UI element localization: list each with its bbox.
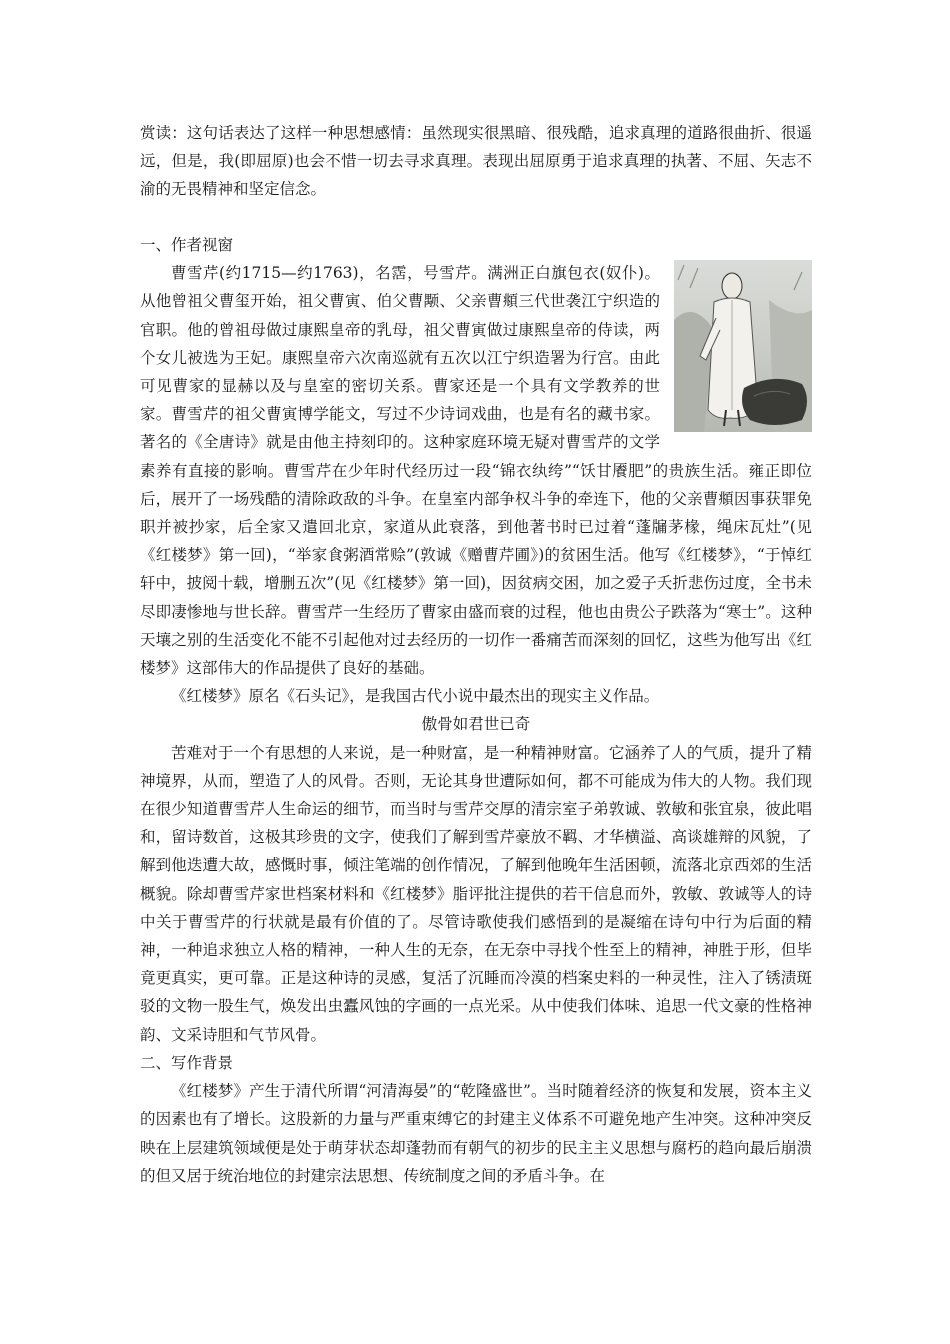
section-heading-author: 一、作者视窗 [140, 236, 234, 254]
background-paragraph-1: 《红楼梦》产生于清代所谓“河清海晏”的“乾隆盛世”。当时随着经济的恢复和发展，资本主义的因素也有了增长。这股新的力量与严重束缚它的封建主义体系不可避免地产生冲突。这种冲突反映在上层建筑领域便是处于萌芽状态却蓬勃而有朝气的初步的民主主义思想与腐朽的趋向最后崩溃的但又居于统治地位的封建宗法思想、传统制度之间的矛盾斗争。在 [140, 1082, 812, 1185]
intro-block [140, 119, 812, 204]
author-paragraph-3: 苦难对于一个有思想的人来说，是一种财富，是一种精神财富。它涵养了人的气质，提升了精神境界，从而，塑造了人的风骨。否则，无论其身世遭际如何，都不可能成为伟大的人物。我们现在很少知道曹雪芹人生命运的细节，而当时与雪芹交厚的清宗室子弟敦诚、敦敏和张宜泉，彼此唱和，留诗数首，这极其珍贵的文字，使我们了解到雪芹豪放不羁、才华横溢、高谈雄辩的风貌，了解到他迭遭大故，感慨时事，倾注笔端的创作情况，了解到他晚年生活困顿，流落北京西郊的生活概貌。除却曹雪芹家世档案材料和《红楼梦》脂评批注提供的若干信息而外，敦敏、敦诚等人的诗中关于曹雪芹的行状就是最有价值的了。尽管诗歌使我们感悟到的是凝缩在诗句中行为后面的精神，一种追求独立人格的精神，一种人生的无奈，在无奈中寻找个性至上的精神，神胜于形，但毕竟更真实，更可靠。正是这种诗的灵感，复活了沉睡而冷漠的档案史料的一种灵性，注入了锈渍斑驳的文物一股生气，焕发出虫蠹风蚀的字画的一点光采。从中使我们体味、追思一代文豪的性格神韵、文采诗胆和气节风骨。 [140, 743, 812, 1044]
cao-xueqin-portrait [674, 260, 812, 432]
section-author [140, 231, 812, 1190]
author-paragraph-1: 曹雪芹(约1715—约1763)，名霑，号雪芹。满洲正白旗包衣(奴仆)。从他曾祖父曹玺开始，祖父曹寅、伯父曹颙、父亲曹頫三代世袭江宁织造的官职。他的曾祖母做过康熙皇帝的乳母，祖父曹寅做过康熙皇帝的侍读，两个女儿被选为王妃。康熙皇帝六次南巡就有五次以江宁织造署为行宫。由此可见曹家的显赫以及与皇室的密切关系。曹家还是一个具有文学教养的世家。曹雪芹的祖父曹寅博学能文，写过不少诗词戏曲，也是有名的藏书家。著名的《全唐诗》就是由他主持刻印的。这种家庭环境无疑对曹雪芹的文学素养有直接的影响。曹雪芹在少年时代经历过一段“锦衣纨绔”“饫甘餍肥”的贵族生活。雍正即位后，展开了一场残酷的清除政敌的斗争。在皇室内部争权斗争的牵连下，他的父亲曹頫因事获罪免职并被抄家，后全家又遣回北京，家道从此衰落，到他著书时已过着“蓬牖茅椽，绳床瓦灶”(见《红楼梦》第一回)，“举家食粥酒常赊”(敦诚《赠曹芹圃》)的贫困生活。他写《红楼梦》，“于悼红轩中，披阅十载，增删五次”(见《红楼梦》第一回)，因贫病交困，加之爱子夭折悲伤过度，全书未尽即凄惨地与世长辞。曹雪芹一生经历了曹家由盛而衰的过程，他也由贵公子跌落为“寒士”。这种天壤之别的生活变化不能不引起他对过去经历的一切作一番痛苦而深刻的回忆，这些为他写出《红楼梦》这部伟大的作品提供了良好的基础。 [140, 264, 812, 678]
portrait-illustration [674, 260, 812, 432]
section-heading-background: 二、写作背景 [140, 1053, 234, 1072]
author-paragraph-2: 《红楼梦》原名《石头记》，是我国古代小说中最杰出的现实主义作品。 [171, 687, 660, 706]
article-subtitle: 傲骨如君世已奇 [421, 715, 531, 734]
intro-paragraph: 赏读：这句话表达了这样一种思想感情：虽然现实很黑暗、很残酷，追求真理的道路很曲折、很遥远，但是，我(即屈原)也会不惜一切去寻求真理。表现出屈原勇于追求真理的执著、不屈、矢志不渝的无畏精神和坚定信念。 [140, 124, 812, 199]
